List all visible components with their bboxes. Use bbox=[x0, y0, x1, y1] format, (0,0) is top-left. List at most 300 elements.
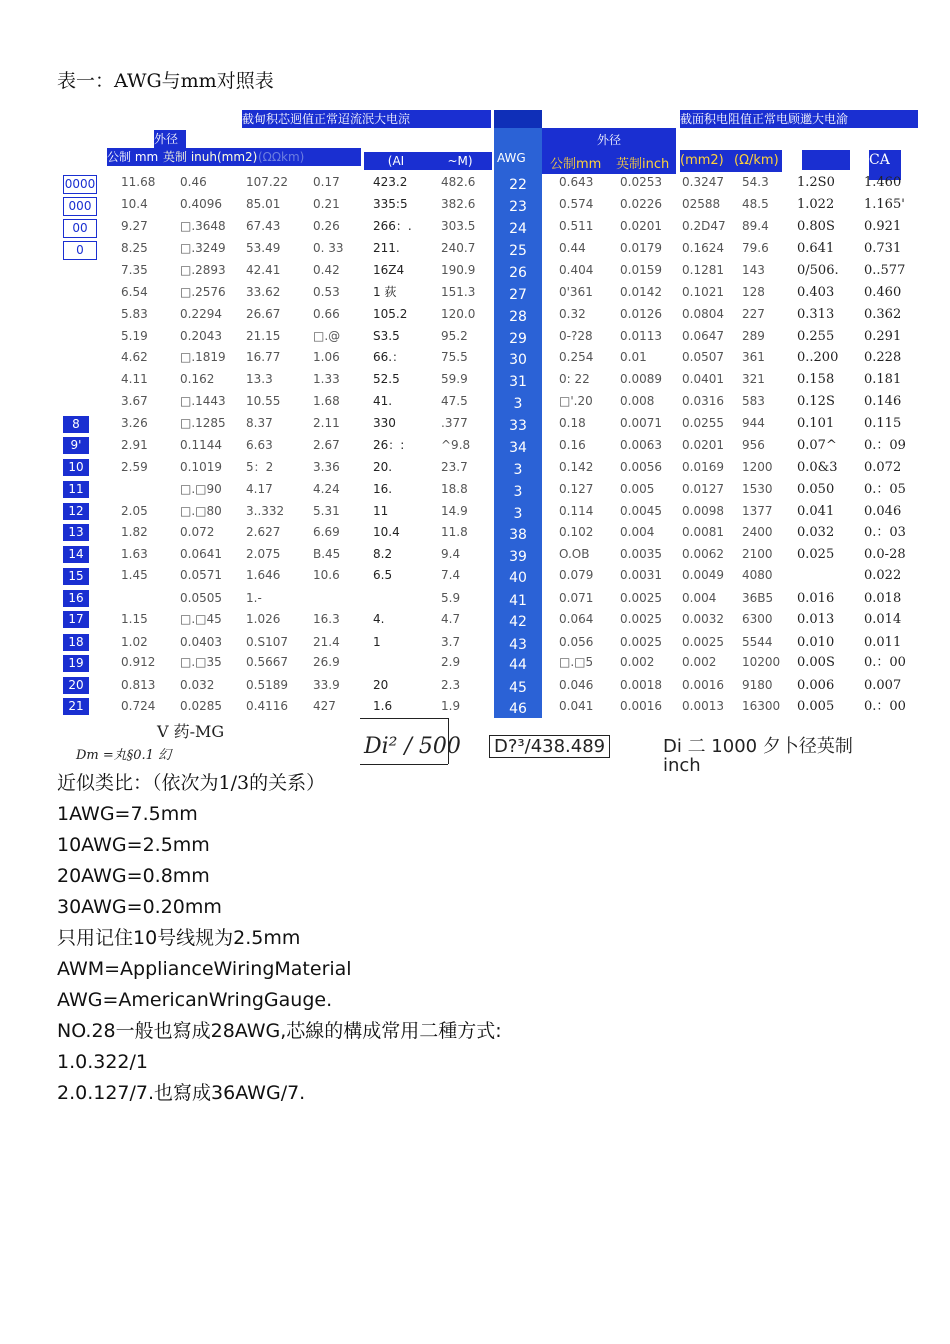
gauge-label: 12 bbox=[63, 503, 89, 520]
cell-inr: 0.0025 bbox=[620, 612, 662, 626]
note-line: 2.0.127/7.也寫成36AWG/7. bbox=[57, 1082, 306, 1104]
cell-res: 6.69 bbox=[313, 525, 340, 539]
cell-a2: 0.011 bbox=[864, 635, 902, 650]
cell-inr: 0.0063 bbox=[620, 438, 662, 452]
gauge-label: 9' bbox=[63, 437, 89, 454]
cell-m: 7.4 bbox=[441, 568, 461, 582]
cell-a1: 0.041 bbox=[797, 504, 835, 519]
cell-mmr: 0'361 bbox=[559, 285, 593, 299]
cell-mmr: 0.511 bbox=[559, 219, 594, 233]
cell-resr: 143 bbox=[742, 263, 765, 277]
cell-a2: 1.460 bbox=[864, 175, 902, 190]
cell-in: □.□80 bbox=[180, 504, 222, 518]
cell-mm: 6.54 bbox=[121, 285, 148, 299]
cell-inr: 0.004 bbox=[620, 525, 655, 539]
cell-awg: 38 bbox=[509, 527, 527, 543]
cell-awg: 23 bbox=[509, 199, 527, 215]
cell-m: 11.8 bbox=[441, 525, 468, 539]
cell-awg: 24 bbox=[509, 221, 527, 237]
cell-res: 0.53 bbox=[313, 285, 340, 299]
table-row bbox=[0, 567, 950, 588]
cell-a2: 1.165' bbox=[864, 197, 905, 212]
header-metric-right: 公制mm bbox=[550, 157, 602, 172]
cell-res: 1.06 bbox=[313, 350, 340, 364]
cell-mm: 1.63 bbox=[121, 547, 148, 561]
cell-a1: 0.255 bbox=[797, 329, 835, 344]
cell-awg: 43 bbox=[509, 637, 527, 653]
cell-a2: 0.：03 bbox=[864, 525, 906, 540]
cell-mm: 9.27 bbox=[121, 219, 148, 233]
cell-in: □.□90 bbox=[180, 482, 222, 496]
cell-a2: 0.072 bbox=[864, 460, 902, 475]
cell-arear: 0.2D47 bbox=[682, 219, 726, 233]
cell-area: 26.67 bbox=[246, 307, 281, 321]
cell-res: B.45 bbox=[313, 547, 341, 561]
cell-ai: 16Z4 bbox=[373, 263, 405, 277]
cell-inr: 0.0025 bbox=[620, 591, 662, 605]
table-row bbox=[0, 349, 950, 370]
cell-inr: 0.0113 bbox=[620, 329, 662, 343]
cell-area: 85.01 bbox=[246, 197, 281, 211]
table-row bbox=[0, 262, 950, 283]
dm-formula: Dm =丸§0.1 幻 bbox=[76, 748, 172, 763]
cell-a1: 0.032 bbox=[797, 525, 835, 540]
cell-in: □.1819 bbox=[180, 350, 226, 364]
cell-a2: 0.018 bbox=[864, 591, 902, 606]
cell-area: 1.646 bbox=[246, 568, 281, 582]
page-title: 表一：AWG与mm对照表 bbox=[57, 70, 274, 92]
cell-in: 0.072 bbox=[180, 525, 215, 539]
cell-in: 0.032 bbox=[180, 678, 215, 692]
cell-arear: 0.0647 bbox=[682, 329, 724, 343]
cell-arear: 0.002 bbox=[682, 655, 717, 669]
cell-a1: 0.0&3 bbox=[797, 460, 838, 475]
cell-arear: 0.0127 bbox=[682, 482, 724, 496]
cell-area: 6.63 bbox=[246, 438, 273, 452]
cell-m: 303.5 bbox=[441, 219, 476, 233]
di2-formula: Di² / 500 bbox=[364, 734, 461, 759]
cell-area: 21.15 bbox=[246, 329, 281, 343]
cell-arear: 0.0013 bbox=[682, 699, 724, 713]
cell-m: 120.0 bbox=[441, 307, 476, 321]
cell-resr: 54.3 bbox=[742, 175, 769, 189]
cell-arear: 0.0804 bbox=[682, 307, 724, 321]
cell-a2: 0.362 bbox=[864, 307, 902, 322]
gauge-label: 20 bbox=[63, 677, 89, 694]
cell-area: 8.37 bbox=[246, 416, 273, 430]
cell-inr: 0.0126 bbox=[620, 307, 662, 321]
cell-mm: 1.82 bbox=[121, 525, 148, 539]
table-row bbox=[0, 240, 950, 261]
note-line: 30AWG=0.20mm bbox=[57, 896, 222, 918]
cell-m: 18.8 bbox=[441, 482, 468, 496]
cell-a1: 1.022 bbox=[797, 197, 835, 212]
cell-inr: 0.0018 bbox=[620, 678, 662, 692]
cell-area: 16.77 bbox=[246, 350, 281, 364]
cell-arear: 0.0062 bbox=[682, 547, 724, 561]
cell-a1: 0.005 bbox=[797, 699, 835, 714]
cell-a2: 0.：00 bbox=[864, 699, 906, 714]
cell-res: 0.17 bbox=[313, 175, 340, 189]
gauge-label: 16 bbox=[63, 590, 89, 607]
cell-res: 10.6 bbox=[313, 568, 340, 582]
cell-in: 0.1019 bbox=[180, 460, 222, 474]
cell-resr: 16300 bbox=[742, 699, 781, 713]
cell-res: 0.66 bbox=[313, 307, 340, 321]
cell-ai: 266：. bbox=[373, 219, 412, 233]
cell-mmr: 0.142 bbox=[559, 460, 594, 474]
cell-inr: 0.0031 bbox=[620, 568, 662, 582]
table-row bbox=[0, 698, 950, 719]
cell-ai: 16. bbox=[373, 482, 393, 496]
table-row bbox=[0, 174, 950, 195]
cell-in: □.3249 bbox=[180, 241, 226, 255]
cell-inr: 0.0089 bbox=[620, 372, 662, 386]
gauge-label: 10 bbox=[63, 459, 89, 476]
cell-a1: 0.013 bbox=[797, 612, 835, 627]
cell-awg: 25 bbox=[509, 243, 527, 259]
cell-mmr: O.OB bbox=[559, 547, 590, 561]
cell-resr: 128 bbox=[742, 285, 765, 299]
cell-inr: 0.0025 bbox=[620, 635, 662, 649]
cell-awg: 3 bbox=[513, 396, 523, 412]
table-row bbox=[0, 546, 950, 567]
cell-mmr: 0.16 bbox=[559, 438, 586, 452]
cell-area: 42.41 bbox=[246, 263, 281, 277]
cell-mmr: 0.32 bbox=[559, 307, 586, 321]
cell-inr: 0.0226 bbox=[620, 197, 662, 211]
cell-awg: 30 bbox=[509, 352, 527, 368]
cell-ai: 41. bbox=[373, 394, 393, 408]
cell-a2: 0.014 bbox=[864, 612, 902, 627]
cell-area: 10.55 bbox=[246, 394, 281, 408]
cell-a2: 0.291 bbox=[864, 329, 902, 344]
cell-a2: 0.921 bbox=[864, 219, 902, 234]
cell-in: □.3648 bbox=[180, 219, 226, 233]
cell-a1: 0.12S bbox=[797, 394, 835, 409]
cell-in: □.□45 bbox=[180, 612, 222, 626]
cell-m: 95.2 bbox=[441, 329, 468, 343]
cell-mm: 5.83 bbox=[121, 307, 148, 321]
cell-a1: 0.016 bbox=[797, 591, 835, 606]
cell-a1: 0..200 bbox=[797, 350, 839, 365]
cell-in: □.1443 bbox=[180, 394, 226, 408]
cell-mmr: 0.041 bbox=[559, 699, 594, 713]
cell-res: 0.21 bbox=[313, 197, 340, 211]
cell-in: 0.0403 bbox=[180, 635, 222, 649]
cell-inr: 0.0016 bbox=[620, 699, 662, 713]
cell-a2: 0.115 bbox=[864, 416, 902, 431]
cell-mm: 2.59 bbox=[121, 460, 148, 474]
cell-mmr: 0.102 bbox=[559, 525, 594, 539]
cell-in: □.1285 bbox=[180, 416, 226, 430]
cell-mm: 1.45 bbox=[121, 568, 148, 582]
note-line: 20AWG=0.8mm bbox=[57, 865, 210, 887]
cell-mm: 3.67 bbox=[121, 394, 148, 408]
gauge-label: 00 bbox=[63, 219, 97, 238]
table-row bbox=[0, 371, 950, 392]
cell-awg: 45 bbox=[509, 680, 527, 696]
cell-res: 16.3 bbox=[313, 612, 340, 626]
header-metric-left: 公制 mm bbox=[107, 148, 187, 166]
cell-awg: 44 bbox=[509, 657, 527, 673]
cell-a1: 0.403 bbox=[797, 285, 835, 300]
cell-area: 4.17 bbox=[246, 482, 273, 496]
cell-resr: 1530 bbox=[742, 482, 773, 496]
cell-m: 23.7 bbox=[441, 460, 468, 474]
cell-awg: 29 bbox=[509, 331, 527, 347]
cell-arear: 0.0255 bbox=[682, 416, 724, 430]
gauge-label: 11 bbox=[63, 481, 89, 498]
cell-ai: 66.： bbox=[373, 350, 405, 364]
cell-mm: 2.05 bbox=[121, 504, 148, 518]
cell-a2: 0.：09 bbox=[864, 438, 906, 453]
gauge-label: 18 bbox=[63, 634, 89, 651]
cell-in: 0.0571 bbox=[180, 568, 222, 582]
header-blank-1 bbox=[802, 150, 850, 170]
cell-arear: 0.0025 bbox=[682, 635, 724, 649]
cell-resr: 956 bbox=[742, 438, 765, 452]
cell-mmr: 0.643 bbox=[559, 175, 594, 189]
cell-in: 0.2043 bbox=[180, 329, 222, 343]
cell-m: 190.9 bbox=[441, 263, 476, 277]
cell-ai: 11 bbox=[373, 504, 389, 518]
cell-inr: 0.005 bbox=[620, 482, 655, 496]
cell-mmr: 0.071 bbox=[559, 591, 594, 605]
cell-a1: 0.101 bbox=[797, 416, 835, 431]
cell-in: 0.0641 bbox=[180, 547, 222, 561]
cell-arear: 02588 bbox=[682, 197, 721, 211]
cell-arear: 0.0507 bbox=[682, 350, 724, 364]
cell-m: 3.7 bbox=[441, 635, 461, 649]
cell-arear: 0.0081 bbox=[682, 525, 724, 539]
cell-resr: 4080 bbox=[742, 568, 773, 582]
cell-resr: 583 bbox=[742, 394, 765, 408]
cell-a2: 0.731 bbox=[864, 241, 902, 256]
cell-mmr: 0-?28 bbox=[559, 329, 593, 343]
cell-m: 47.5 bbox=[441, 394, 468, 408]
cell-resr: 10200 bbox=[742, 655, 781, 669]
cell-ai: 211. bbox=[373, 241, 400, 255]
cell-a1: 0.010 bbox=[797, 635, 835, 650]
gauge-label: 19 bbox=[63, 655, 89, 672]
cell-m: 5.9 bbox=[441, 591, 461, 605]
cell-mmr: 0.127 bbox=[559, 482, 594, 496]
cell-a1: 0.006 bbox=[797, 678, 835, 693]
cell-awg: 40 bbox=[509, 570, 527, 586]
cell-arear: 0.1281 bbox=[682, 263, 724, 277]
gauge-label: 0000 bbox=[63, 175, 97, 194]
cell-ai: 1.6 bbox=[373, 699, 393, 713]
note-line: NO.28一般也寫成28AWG,芯線的構成常用二種方式: bbox=[57, 1020, 502, 1042]
cell-mmr: 0.18 bbox=[559, 416, 586, 430]
inch-note: inch bbox=[663, 755, 701, 776]
cell-inr: 0.0056 bbox=[620, 460, 662, 474]
cell-inr: 0.0179 bbox=[620, 241, 662, 255]
gauge-label: 14 bbox=[63, 546, 89, 563]
table-row bbox=[0, 196, 950, 217]
gauge-label: 8 bbox=[63, 416, 89, 433]
cell-awg: 27 bbox=[509, 287, 527, 303]
cell-res: 3.36 bbox=[313, 460, 340, 474]
table-row bbox=[0, 306, 950, 327]
gauge-label: 13 bbox=[63, 524, 89, 541]
d3-formula: D?³/438.489 bbox=[489, 735, 610, 758]
cell-awg: 41 bbox=[509, 593, 527, 609]
cell-res: 2.11 bbox=[313, 416, 340, 430]
cell-res: 0.42 bbox=[313, 263, 340, 277]
cell-a2: 0.228 bbox=[864, 350, 902, 365]
cell-awg: 3 bbox=[513, 484, 523, 500]
cell-m: 59.9 bbox=[441, 372, 468, 386]
cell-inr: 0.0201 bbox=[620, 219, 662, 233]
cell-res: 5.31 bbox=[313, 504, 340, 518]
cell-mmr: 0.254 bbox=[559, 350, 594, 364]
table-row bbox=[0, 328, 950, 349]
cell-mmr: 0.574 bbox=[559, 197, 594, 211]
cell-resr: 6300 bbox=[742, 612, 773, 626]
cell-inr: 0.002 bbox=[620, 655, 655, 669]
cell-awg: 3 bbox=[513, 506, 523, 522]
header-m: ~M) bbox=[428, 152, 492, 170]
gauge-label: 21 bbox=[63, 698, 89, 715]
gauge-label: 0 bbox=[63, 241, 97, 260]
header-area-right: (mm2) bbox=[680, 150, 734, 172]
note-line: 1AWG=7.5mm bbox=[57, 803, 198, 825]
cell-resr: 2400 bbox=[742, 525, 773, 539]
cell-a2: 0..577 bbox=[864, 263, 906, 278]
awg-column-top bbox=[494, 110, 542, 128]
cell-m: 1.9 bbox=[441, 699, 461, 713]
cell-a1: 0/506. bbox=[797, 263, 839, 278]
cell-area: 3..332 bbox=[246, 504, 285, 518]
cell-m: .377 bbox=[441, 416, 468, 430]
cell-area: 0.5189 bbox=[246, 678, 288, 692]
table-row bbox=[0, 611, 950, 632]
cell-res: 0.26 bbox=[313, 219, 340, 233]
gauge-label: 17 bbox=[63, 611, 89, 628]
gauge-label: 000 bbox=[63, 197, 97, 216]
cell-in: 0.4096 bbox=[180, 197, 222, 211]
cell-in: 0.1144 bbox=[180, 438, 222, 452]
cell-arear: 0.1021 bbox=[682, 285, 724, 299]
header-left-group: 截甸积芯迥值正常迢流泯大电涼 bbox=[242, 110, 491, 128]
cell-inr: 0.0071 bbox=[620, 416, 662, 430]
cell-mm: 3.26 bbox=[121, 416, 148, 430]
cell-a1: 0.07^ bbox=[797, 438, 837, 453]
cell-area: 0.5667 bbox=[246, 655, 288, 669]
cell-arear: 0.0049 bbox=[682, 568, 724, 582]
cell-a2: 0.：05 bbox=[864, 482, 906, 497]
table-row bbox=[0, 503, 950, 524]
cell-res: 1.33 bbox=[313, 372, 340, 386]
cell-res: 0. 33 bbox=[313, 241, 344, 255]
cell-mm: 0.912 bbox=[121, 655, 156, 669]
cell-inr: 0.0253 bbox=[620, 175, 662, 189]
table-row bbox=[0, 654, 950, 675]
cell-res: 427 bbox=[313, 699, 336, 713]
header-resist-right: (Ω/km) bbox=[734, 150, 782, 172]
header-awg: AWG bbox=[497, 151, 526, 165]
cell-ai: 105.2 bbox=[373, 307, 408, 321]
cell-arear: 0.0201 bbox=[682, 438, 724, 452]
cell-mmr: 0.046 bbox=[559, 678, 594, 692]
cell-awg: 33 bbox=[509, 418, 527, 434]
cell-mmr: 0.114 bbox=[559, 504, 594, 518]
cell-resr: 2100 bbox=[742, 547, 773, 561]
table-row bbox=[0, 677, 950, 698]
cell-mmr: 0: 22 bbox=[559, 372, 590, 386]
note-line: 只用记住10号线规为2.5mm bbox=[57, 927, 301, 949]
cell-m: 9.4 bbox=[441, 547, 461, 561]
cell-resr: 227 bbox=[742, 307, 765, 321]
cell-ai: 52.5 bbox=[373, 372, 400, 386]
cell-resr: 944 bbox=[742, 416, 765, 430]
table-row bbox=[0, 524, 950, 545]
cell-arear: 0.1624 bbox=[682, 241, 724, 255]
cell-res: 33.9 bbox=[313, 678, 340, 692]
cell-awg: 26 bbox=[509, 265, 527, 281]
cell-mmr: 0.064 bbox=[559, 612, 594, 626]
cell-in: 0.162 bbox=[180, 372, 215, 386]
cell-a1: 0.158 bbox=[797, 372, 835, 387]
v-label: V 药-MG bbox=[157, 722, 225, 741]
cell-in: □.□35 bbox=[180, 655, 222, 669]
cell-mmr: 0.44 bbox=[559, 241, 586, 255]
cell-mm: 11.68 bbox=[121, 175, 156, 189]
cell-mmr: 0.056 bbox=[559, 635, 594, 649]
cell-arear: 0.0098 bbox=[682, 504, 724, 518]
cell-m: 14.9 bbox=[441, 504, 468, 518]
cell-resr: 5544 bbox=[742, 635, 773, 649]
cell-inr: 0.0035 bbox=[620, 547, 662, 561]
cell-m: 151.3 bbox=[441, 285, 476, 299]
cell-mm: 10.4 bbox=[121, 197, 148, 211]
cell-ai: 6.5 bbox=[373, 568, 393, 582]
cell-ai: 4. bbox=[373, 612, 385, 626]
cell-ai: 20. bbox=[373, 460, 393, 474]
cell-arear: 0.0169 bbox=[682, 460, 724, 474]
cell-ai: 330 bbox=[373, 416, 396, 430]
cell-mmr: □.□5 bbox=[559, 655, 594, 669]
cell-area: 1.026 bbox=[246, 612, 281, 626]
cell-in: 0.2294 bbox=[180, 307, 222, 321]
cell-inr: 0.0045 bbox=[620, 504, 662, 518]
note-line: AWM=ApplianceWiringMaterial bbox=[57, 958, 352, 980]
header-resist-left: (ΩΩkm) bbox=[258, 148, 361, 166]
cell-a2: 0.022 bbox=[864, 568, 902, 583]
cell-mmr: 0.404 bbox=[559, 263, 594, 277]
cell-area: 67.43 bbox=[246, 219, 281, 233]
header-outer-diam-right: 外径 bbox=[597, 133, 622, 147]
cell-in: □.2576 bbox=[180, 285, 226, 299]
cell-area: 53.49 bbox=[246, 241, 281, 255]
cell-m: ^9.8 bbox=[441, 438, 471, 452]
cell-a1: 0.641 bbox=[797, 241, 835, 256]
cell-awg: 42 bbox=[509, 614, 527, 630]
header-outer-diam-left: 外径 bbox=[154, 130, 186, 148]
cell-resr: 89.4 bbox=[742, 219, 769, 233]
di-note: Di 二 1000 夕卜径英制 bbox=[663, 736, 853, 757]
table-row bbox=[0, 437, 950, 458]
cell-resr: 361 bbox=[742, 350, 765, 364]
gauge-label: 15 bbox=[63, 568, 89, 585]
cell-m: 75.5 bbox=[441, 350, 468, 364]
cell-ai: 26：: bbox=[373, 438, 405, 452]
cell-ai: 335:5 bbox=[373, 197, 408, 211]
cell-area: 5：2 bbox=[246, 460, 274, 474]
cell-awg: 22 bbox=[509, 177, 527, 193]
